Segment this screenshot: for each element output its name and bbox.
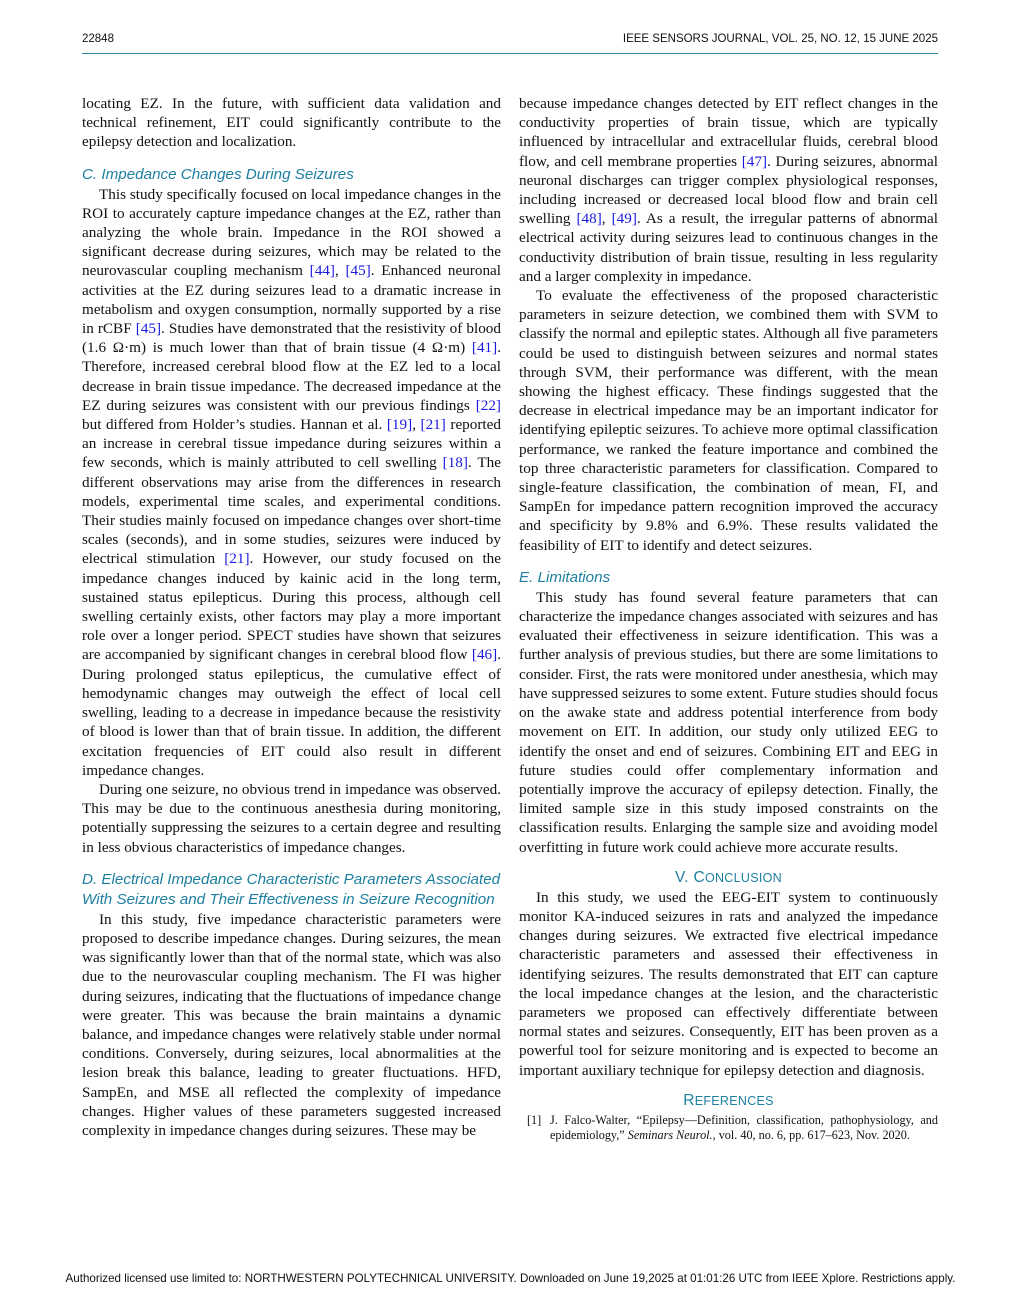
paragraph-svm-classification: To evaluate the effectiveness of the proposed characteristic parameters in seizure detection, we combined them with SVM to classify the normal and epileptic states. Although all five parameters could be used to distinguish between seizures and normal states through SVM, their performance was different, with the mean showing the highest efficacy. These findings suggested that the decrease in electrical impedance may be an important indicator for identifying epileptic seizures. To achieve more optimal classification performance, we ranked the feature importance and combined the top three characteristic parameters for classification. Compared to single-feature classification, the combination of mean, FI, and SampEn for impedance pattern recognition improved the accuracy and specificity by 9.8% and 6.9%. These results validated the feasibility of EIT to identify and detect seizures.	[519, 287, 938, 554]
section-heading-conclusion: V. CONCLUSION	[675, 868, 782, 886]
reference-list	[519, 1113, 938, 1144]
citation-link[interactable]: [44]	[309, 262, 335, 280]
citation-link[interactable]: [21]	[224, 550, 250, 568]
left-column	[82, 94, 501, 1140]
citation-link[interactable]: [45]	[135, 320, 162, 338]
paragraph-conductivity: because impedance changes detected by EIT reflect changes in the conductivity properties of brain tissue, which are typically influenced by intracellular and extracellular fluids, cerebral blood flow, and cell membrane properties [47]. During seizures, abnormal neuronal discharges can trigger complex physiological responses, including increased or decreased local blood flow and brain cell swelling [48], [49]. As a result, the irregular patterns of abnormal electrical activity during seizures lead to continuous changes in the conductivity distribution of brain tissue, resulting in less regularity and a larger complexity in impedance.	[519, 95, 939, 285]
citation-link[interactable]: [46]	[471, 646, 498, 664]
section-heading-d: D. Electrical Impedance Characteristic Parameters Associated With Seizures and Their Effectiveness in Seizure Recognition	[82, 870, 501, 908]
page-number: 22848	[82, 33, 114, 45]
section-heading-c: C. Impedance Changes During Seizures	[82, 165, 354, 183]
reference-journal: Seminars Neurol.	[627, 1128, 713, 1143]
paragraph-single-seizure: During one seizure, no obvious trend in impedance was observed. This may be due to the continuous anesthesia during monitoring, potentially suppressing the seizures to a certain degree and resulting in less obvious characteristics of impedance changes.	[82, 780, 501, 856]
paragraph-continuation: locating EZ. In the future, with sufficient data validation and technical refinement, EIT could significantly contribute to the epilepsy detection and localization.	[82, 95, 501, 151]
section-heading-e: E. Limitations	[519, 568, 611, 586]
right-column	[519, 94, 938, 1143]
section-heading-references: REFERENCES	[683, 1091, 774, 1109]
license-footer: Authorized licensed use limited to: NORTHWESTERN POLYTECHNICAL UNIVERSITY. Downloaded on June 19,2025 at 01:01:26 UTC from IEEE Xplore. Restrictions apply.	[65, 1272, 956, 1285]
paragraph-conclusion: In this study, we used the EEG-EIT system to continuously monitor KA-induced seizures in rats and analyzed the impedance changes during seizures. We extracted five electrical impedance characteristic parameters and assessed their effectiveness in identifying seizures. The results demonstrated that EIT can capture the local impedance changes at the lesion, and the characteristic parameters we proposed can effectively differentiate between normal states and seizures. Consequently, EIT has been proven as a powerful tool for seizure monitoring and is expected to become an important auxiliary technique for epilepsy detection and diagnosis.	[519, 888, 938, 1079]
paragraph-characteristic-parameters: In this study, five impedance characteristic parameters were proposed to describe impedance changes. During seizures, the mean was significantly lower than that of the normal state, which was also due to the neurovascular coupling mechanism. The FI was higher during seizures, indicating that the fluctuations of impedance change were greater. This was because the brain maintains a dynamic balance, and impedance changes were relatively stable under normal conditions. Conversely, during seizures, local abnormalities at the lesion break this balance, leading to greater fluctuations. HFD, SampEn, and MSE all reflected the complexity of impedance changes. Higher values of these parameters suggested increased complexity in impedance changes during seizures. These may be	[82, 910, 501, 1139]
citation-link[interactable]: [48]	[576, 210, 602, 228]
reference-number: [1]	[527, 1112, 542, 1127]
paragraph-limitations: This study has found several feature parameters that can characterize the impedance changes associated with seizures and has evaluated their effectiveness in seizure identification. This was a further analysis of previous studies, but there are some limitations to consider. First, the rats were monitored under anesthesia, which may have suppressed seizures to some extent. Future studies should focus on the awake state and address potential interference from body movement on EIT. In addition, our study only utilized EEG to identify the onset and end of seizures. Combining EIT and EEG in future studies could offer complementary information and potentially improve the accuracy of epilepsy detection. Finally, the limited sample size in this study imposed constraints on the classification results. Enlarging the sample size and avoiding model overfitting in future work could achieve more accurate results.	[519, 588, 938, 856]
citation-link[interactable]: [22]	[475, 396, 501, 414]
journal-citation: IEEE SENSORS JOURNAL, VOL. 25, NO. 12, 15 JUNE 2025	[622, 33, 938, 45]
paragraph-impedance-changes: This study specifically focused on local impedance changes in the ROI to accurately capture impedance changes at the EZ, rather than analyzing the whole brain. Impedance in the ROI showed a significant decrease during seizures, which may be related to the neurovascular coupling mechanism [44], [45]. Enhanced neuronal activities at the EZ during seizures lead to a dramatic increase in metabolism and oxygen consumption, normally supported by a rise in rCBF [45]. Studies have demonstrated that the resistivity of blood (1.6 Ω·m) is much lower than that of brain tissue (4 Ω·m) [41]. Therefore, increased cerebral blood flow at the EZ led to a local decrease in brain tissue impedance. The decreased impedance at the EZ during seizures was consistent with our previous findings [22] but differed from Holder’s studies. Hannan et al. [19], [21] reported an increase in cerebral tissue impedance during seizures within a few seconds, which is mainly attributed to cell swelling [18]. The different observations may arise from the differences in research models, experimental time scales, and experimental conditions. Their studies mainly focused on impedance changes over short-time scales (seconds), and in some studies, seizures were induced by electrical stimulation [21]. However, our study focused on the impedance changes induced by kainic acid in the long term, sustained status epilepticus. During this process, although cell swelling certainly exists, other factors may play a more important role over a longer period. SPECT studies have shown that seizures are accompanied by significant changes in cerebral blood flow [46]. During prolonged status epilepticus, the cumulative effect of hemodynamic changes may outweigh the effect of local cell swelling, leading to a decrease in impedance because the resistivity of blood is lower than that of brain tissue. In addition, the different excitation frequencies of EIT could also result in different impedance changes.	[82, 185, 502, 779]
citation-link[interactable]: [41]	[471, 339, 498, 357]
citation-link[interactable]: [21]	[420, 416, 446, 434]
citation-link[interactable]: [49]	[611, 210, 637, 228]
reference-item: [1] J. Falco-Walter, “Epilepsy—Definition, classification, pathophysiology, and epidemiology,” Seminars Neurol., vol. 40, no. 6, pp. 617–623, Nov. 2020.	[527, 1112, 938, 1143]
citation-link[interactable]: [18]	[442, 454, 468, 472]
running-header	[82, 31, 938, 54]
citation-link[interactable]: [47]	[741, 152, 768, 170]
citation-link[interactable]: [19]	[386, 416, 413, 434]
citation-link[interactable]: [45]	[345, 262, 371, 280]
